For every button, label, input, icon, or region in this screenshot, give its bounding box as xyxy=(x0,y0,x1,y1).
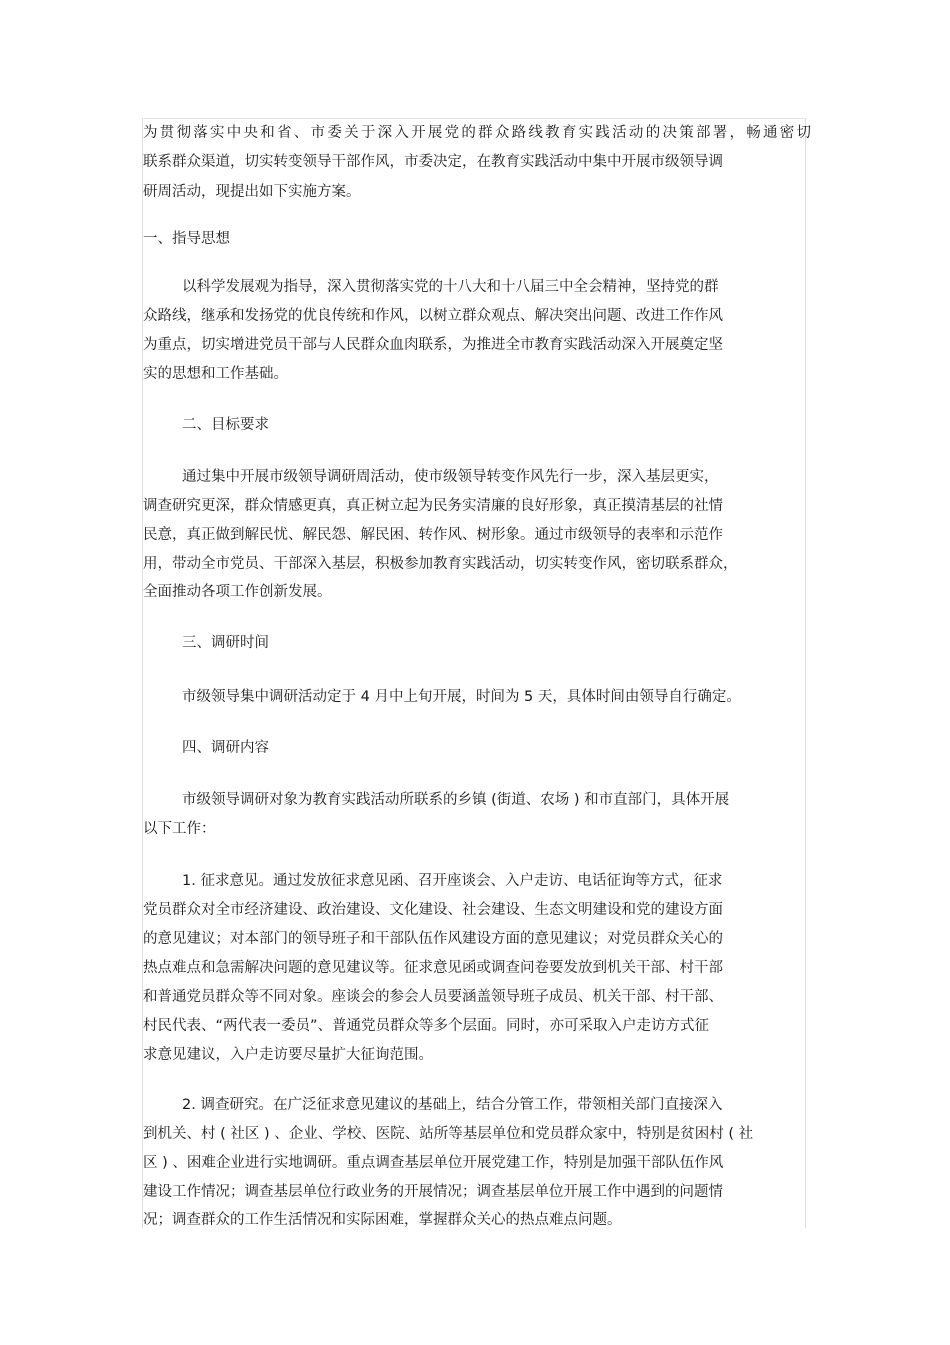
text-line: 为重点，切实增进党员干部与人民群众血肉联系，为推进全市教育实践活动深入开展奠定坚 xyxy=(143,337,723,353)
text-line: 的意见建议；对本部门的领导班子和干部队伍作风建设方面的意见建议；对党员群众关心的 xyxy=(143,931,723,947)
text-line: 热点难点和急需解决问题的意见建议等。征求意见函或调查问卷要发放到机关干部、村干部 xyxy=(143,960,723,976)
text-line: 市级领导调研对象为教育实践活动所联系的乡镇 (街道、农场 ) 和市直部门，具体开展 xyxy=(182,792,730,808)
text-line: 况；调查群众的工作生活情况和实际困难，掌握群众关心的热点难点问题。 xyxy=(143,1212,622,1228)
text-line: 调查研究更深，群众情感更真，真正树立起为民务实清廉的良好形象，真正摸清基层的社情 xyxy=(143,498,723,514)
text-line: 以科学发展观为指导，深入贯彻落实党的十八大和十八届三中全会精神，坚持党的群 xyxy=(182,279,719,295)
section-heading: 四、调研内容 xyxy=(182,740,269,756)
text-line: 为贯彻落实中央和省、市委关于深入开展党的群众路线教育实践活动的决策部署，畅通密切 xyxy=(143,125,811,141)
text-line: 众路线，继承和发扬党的优良传统和作风，以树立群众观点、解决突出问题、改进工作作风 xyxy=(143,308,723,324)
text-line: 民意，真正做到解民忧、解民怨、解民困、转作风、树形象。通过市级领导的表率和示范作 xyxy=(143,527,723,543)
text-line: 党员群众对全市经济建设、政治建设、文化建设、社会建设、生态文明建设和党的建设方面 xyxy=(143,902,723,918)
text-line: 全面推动各项工作创新发展。 xyxy=(143,584,332,600)
text-line: 建设工作情况；调查基层单位行政业务的开展情况；调查基层单位开展工作中遇到的问题情 xyxy=(143,1184,723,1200)
text-line: 用，带动全市党员、干部深入基层，积极参加教育实践活动，切实转变作风，密切联系群众， xyxy=(143,556,738,572)
text-line: 联系群众渠道，切实转变领导干部作风，市委决定，在教育实践活动中集中开展市级领导调 xyxy=(143,154,723,170)
text-line: 区 ) 、困难企业进行实地调研。重点调查基层单位开展党建工作，特别是加强干部队伍作风 xyxy=(143,1155,724,1171)
text-line: 通过集中开展市级领导调研周活动，使市级领导转变作风先行一步，深入基层更实， xyxy=(182,469,719,485)
text-line: 以下工作： xyxy=(143,821,216,837)
section-heading: 一、指导思想 xyxy=(143,231,230,247)
text-line: 1. 征求意见。通过发放征求意见函、召开座谈会、入户走访、电话征询等方式，征求 xyxy=(182,873,723,889)
text-line: 和普通党员群众等不同对象。座谈会的参会人员要涵盖领导班子成员、机关干部、村干部、 xyxy=(143,989,723,1005)
text-line: 求意见建议，入户走访要尽量扩大征询范围。 xyxy=(143,1047,433,1063)
text-line: 研周活动，现提出如下实施方案。 xyxy=(143,184,361,200)
text-line: 村民代表、“两代表一委员”、普通党员群众等多个层面。同时，亦可采取入户走访方式征 xyxy=(143,1018,710,1034)
section-heading: 二、目标要求 xyxy=(182,417,269,433)
text-line: 2. 调查研究。在广泛征求意见建议的基础上，结合分管工作，带领相关部门直接深入 xyxy=(182,1097,723,1113)
text-line: 到机关、村 ( 社区 ) 、企业、学校、医院、站所等基层单位和党员群众家中，特别是贫困村 ( 社 xyxy=(143,1126,754,1142)
text-line: 实的思想和工作基础。 xyxy=(143,366,288,382)
section-heading: 三、调研时间 xyxy=(182,635,269,651)
text-line: 市级领导集中调研活动定于 4 月中上旬开展，时间为 5 天，具体时间由领导自行确定。 xyxy=(182,689,741,705)
